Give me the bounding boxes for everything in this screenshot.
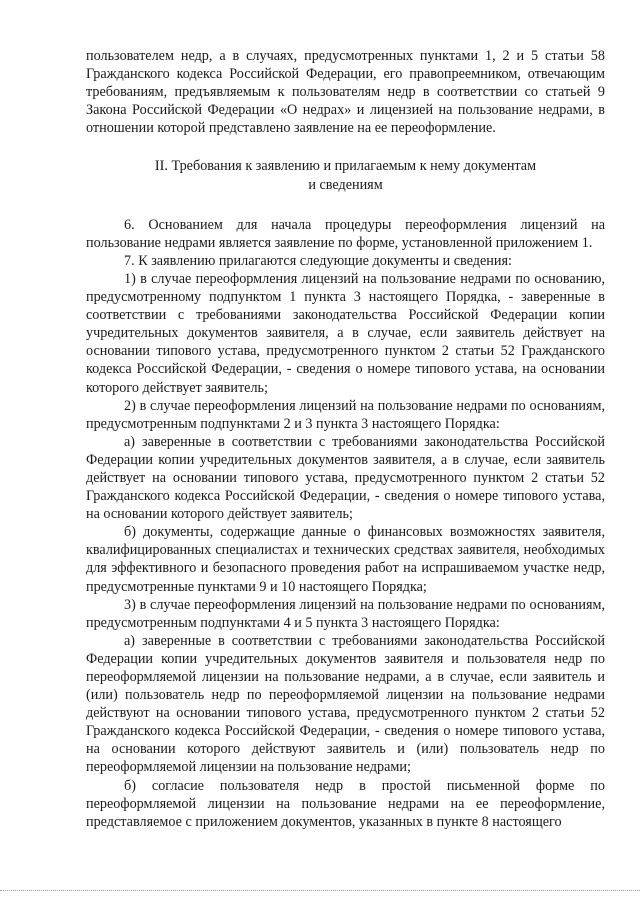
paragraph-item-7: 7. К заявлению прилагаются следующие документы и сведения: — [124, 252, 512, 269]
section-heading-line-2: и сведениям — [308, 176, 383, 193]
paragraph-subitem-2b: б) документы, содержащие данные о финансовых возможностях заявителя, квалифицированных специалистах и технических средствах заявителя, необходимых для эффективного и безопасного проведения работ на испрашиваемом участке недр, предусмотренные пунктами 9 и 10 настоящего Порядка; — [86, 524, 605, 595]
paragraph-subitem-1: 1) в случае переоформления лицензий на пользование недрами по основанию, предусмотренному подпунктом 1 пункта 3 настоящего Порядка, - заверенные в соответствии с требованиями законодательства Российской Федерации копии учредительных документов заявителя, а в случае, если заявитель действует на основании типового устава, предусмотренного пунктом 2 статьи 52 Гражданского кодекса Российской Федерации, - сведения о номере типового устава, на основании которого действует заявитель; — [86, 270, 605, 396]
paragraph-subitem-3: 3) в случае переоформления лицензий на пользование недрами по основаниям, предусмотренным подпунктами 4 и 5 пункта 3 настоящего Порядка: — [86, 596, 605, 631]
section-heading-line-1: II. Требования к заявлению и прилагаемым к нему документам — [154, 158, 537, 175]
paragraph-subitem-2: 2) в случае переоформления лицензий на пользование недрами по основаниям, предусмотренным подпунктами 2 и 3 пункта 3 настоящего Порядка: — [86, 397, 605, 432]
paragraph-subitem-3b: б) согласие пользователя недр в простой письменной форме по переоформляемой лицензии на пользование недрами на ее переоформление, представляемое с приложением документов, указанных в пункте 8 настоящего — [86, 777, 605, 830]
paragraph-item-6: 6. Основанием для начала процедуры переоформления лицензий на пользование недрами является заявление по форме, установленной приложением 1. — [86, 216, 605, 251]
section-heading — [86, 157, 605, 193]
page-bottom-edge — [0, 890, 640, 891]
paragraph-subitem-2a: а) заверенные в соответствии с требованиями законодательства Российской Федерации копии учредительных документов заявителя, а в случае, если заявитель действует на основании типового устава, предусмотренного пунктом 2 статьи 52 Гражданского кодекса Российской Федерации, - сведения о номере типового устава, на основании которого действует заявитель; — [86, 433, 605, 523]
paragraph-subitem-3a: а) заверенные в соответствии с требованиями законодательства Российской Федерации копии учредительных документов заявителя и пользователя недр по переоформляемой лицензии на пользование недрами, а в случае, если заявитель и (или) пользователь недр по переоформляемой лицензии на пользование недрами действуют на основании типового устава, предусмотренного пунктом 2 статьи 52 Гражданского кодекса Российской Федерации, - сведения о номере типового устава, на основании которого действуют заявитель и (или) пользователь недр по переоформляемой лицензии на пользование недрами; — [86, 632, 605, 776]
paragraph-continuation: пользователем недр, а в случаях, предусмотренных пунктами 1, 2 и 5 статьи 58 Гражданского кодекса Российской Федерации, его правопреемником, отвечающим требованиям, предъявляемым к пользователям недр в соответствии со статьей 9 Закона Российской Федерации «О недрах» и лицензией на пользование недрами, в отношении которой представлено заявление на ее переоформление. — [86, 48, 605, 137]
